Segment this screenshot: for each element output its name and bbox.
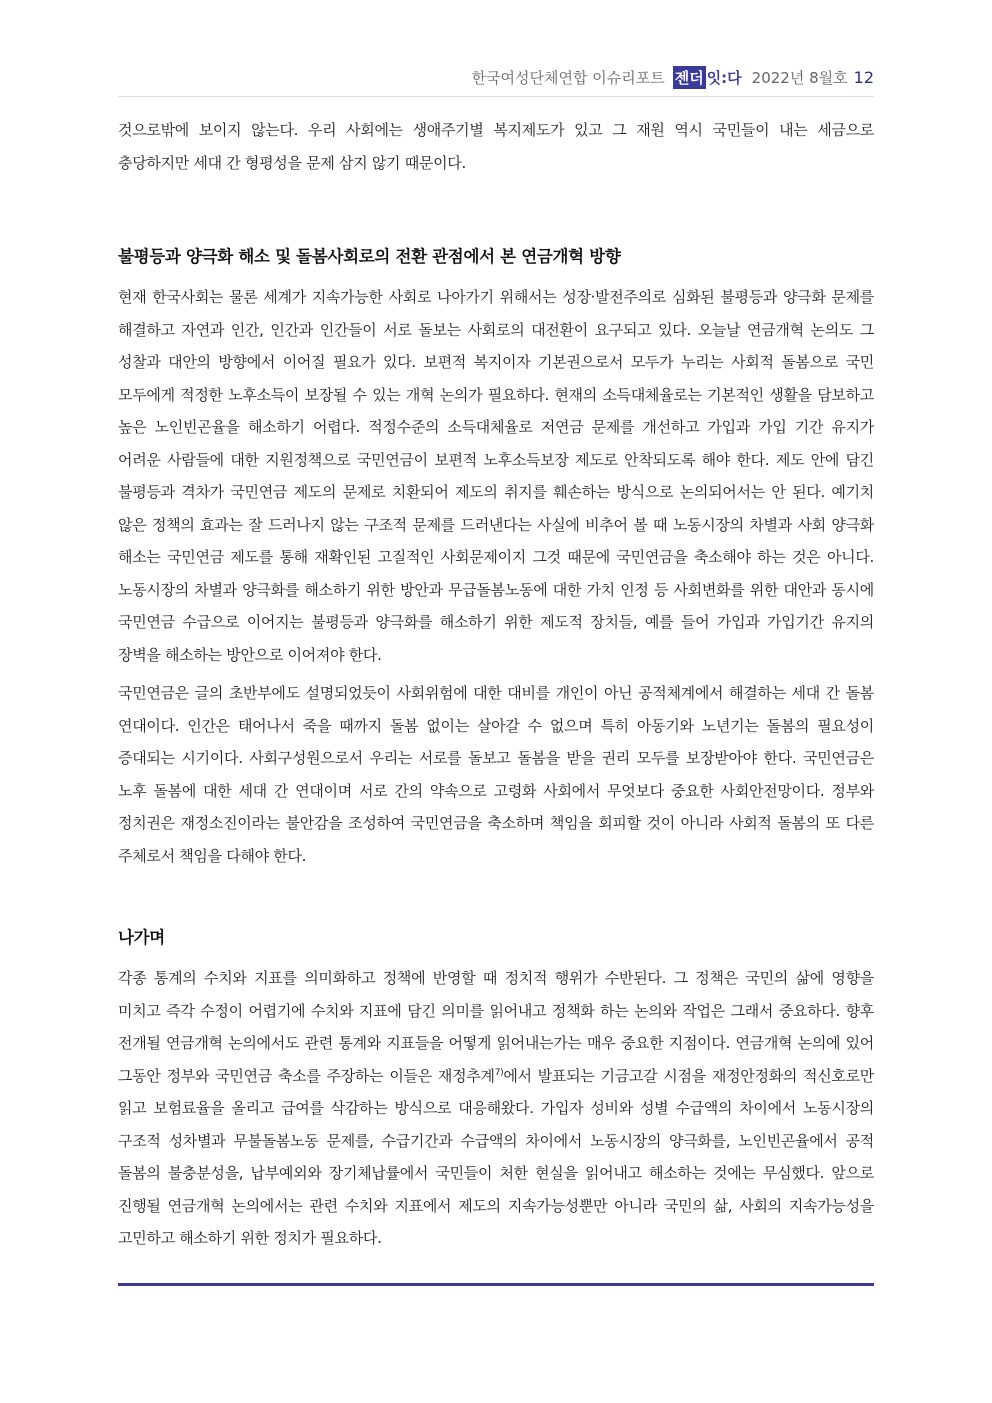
header-divider [118, 96, 874, 97]
footer-divider [118, 1283, 874, 1286]
section-heading-conclusion: 나가며 [118, 928, 165, 947]
intro-paragraph: 것으로밖에 보이지 않는다. 우리 사회에는 생애주기별 복지제도가 있고 그 재원 역시 국민들이 내는 세금으로 충당하지만 세대 간 형평성을 문제 삼지 않기 때문이다. [118, 121, 874, 172]
conclusion-text-part-2: 에서 발표되는 기금고갈 시점을 재정안정화의 적신호로만 읽고 보험료율을 올리고 급여를 삭감하는 방식으로 대응해왔다. 가입자 성비와 성별 수급액의 차이에서 노동시장의 구조적 성차별과 무불돌봄노동 문제를, 수급기간과 수급액의 차이에서 노동시장의 양극화를, 노인빈곤율에서 공적 돌봄의 불충분성을, 납부예외와 장기체납률에서 국민들이 처한 현실을 읽어내고 해소하는 것에는 무심했다. 앞으로 진행될 연금개혁 논의에서는 관련 수치와 지표에서 제도의 지속가능성뿐만 아니라 국민의 삶, 사회의 지속가능성을 고민하고 해소하기 위한 정치가 필요하다. [118, 1066, 874, 1247]
section1-paragraph-2: 국민연금은 글의 초반부에도 설명되었듯이 사회위험에 대한 대비를 개인이 아닌 공적체계에서 해결하는 세대 간 돌봄 연대이다. 인간은 태어나서 죽을 때까지 돌봄 없이는 살아갈 수 없으며 특히 아동기와 노년기는 돌봄의 필요성이 증대되는 시기이다. 사회구성원으로서 우리는 서로를 돌보고 돌봄을 받을 권리 모두를 보장받아야 한다. 국민연금은 노후 돌봄에 대한 세대 간 연대이며 서로 간의 약속으로 고령화 사회에서 무엇보다 중요한 사회안전망이다. 정부와 정치권은 재정소진이라는 불안감을 조성하여 국민연금을 축소하며 책임을 회피할 것이 아니라 사회적 돌봄의 또 다른 주체로서 책임을 다해야 한다. [118, 684, 874, 865]
conclusion-paragraph [118, 962, 874, 1255]
section-heading-pension-reform: 불평등과 양극화 해소 및 돌봄사회로의 전환 관점에서 본 연금개혁 방향 [118, 247, 621, 266]
conclusion-text-part-1: 각종 통계의 수치와 지표를 의미화하고 정책에 반영할 때 정치적 행위가 수반된다. 그 정책은 국민의 삶에 영향을 미치고 즉각 수정이 어렵기에 수치와 지표에 담긴 의미를 읽어내고 정책화 하는 논의와 작업은 그래서 중요하다. 향후 전개될 연금개혁 논의에서도 관련 통계와 지표들을 어떻게 읽어내는가는 매우 중요한 지점이다. 연금개혁 논의에 있어 그동안 정부와 국민연금 축소를 주장하는 이들은 재정추계 [118, 969, 874, 1085]
header-issue-date: 2022년 8월호 [751, 69, 848, 87]
brand-box-text: 젠더 [673, 66, 706, 89]
section1-paragraph-1: 현재 한국사회는 물론 세계가 지속가능한 사회로 나아가기 위해서는 성장·발전주의로 심화된 불평등과 양극화 문제를 해결하고 자연과 인간, 인간과 인간들이 서로 돌보는 사회로의 대전환이 요구되고 있다. 오늘날 연금개혁 논의도 그 성찰과 대안의 방향에서 이어질 필요가 있다. 보편적 복지이자 기본권으로서 모두가 누리는 사회적 돌봄으로 국민 모두에게 적정한 노후소득이 보장될 수 있는 개혁 논의가 필요하다. 현재의 소득대체율로는 기본적인 생활을 담보하고 높은 노인빈곤율을 해소하기 어렵다. 적정수준의 소득대체율로 저연금 문제를 개선하고 가입과 가입 기간 유지가 어려운 사람들에 대한 지원정책으로 국민연금이 보편적 노후소득보장 제도로 안착되도록 해야 한다. 제도 안에 담긴 불평등과 격차가 국민연금 제도의 문제로 치환되어 제도의 취지를 훼손하는 방식으로 논의되어서는 안 된다. 예기치 않은 정책의 효과는 잘 드러나지 않는 구조적 문제를 드러낸다는 사실에 비추어 볼 때 노동시장의 차별과 사회 양극화 해소는 국민연금 제도를 통해 재확인된 고질적인 사회문제이지 그것 때문에 국민연금을 축소해야 하는 것은 아니다. 노동시장의 차별과 양극화를 해소하기 위한 방안과 무급돌봄노동에 대한 가치 인정 등 사회변화를 위한 대안과 동시에 국민연금 수급으로 이어지는 불평등과 양극화를 해소하기 위한 제도적 장치들, 예를 들어 가입과 가입기간 유지의 장벽을 해소하는 방안으로 이어져야 한다. [118, 288, 874, 664]
page-header [472, 66, 874, 89]
header-brand-logo [673, 66, 742, 89]
page-content [118, 114, 874, 1255]
page-number: 12 [853, 68, 874, 87]
footnote-ref-7[interactable]: 7) [494, 1067, 504, 1078]
header-org-name: 한국여성단체연합 이슈리포트 [471, 69, 665, 87]
brand-rest-text: 잇:다 [706, 69, 742, 87]
